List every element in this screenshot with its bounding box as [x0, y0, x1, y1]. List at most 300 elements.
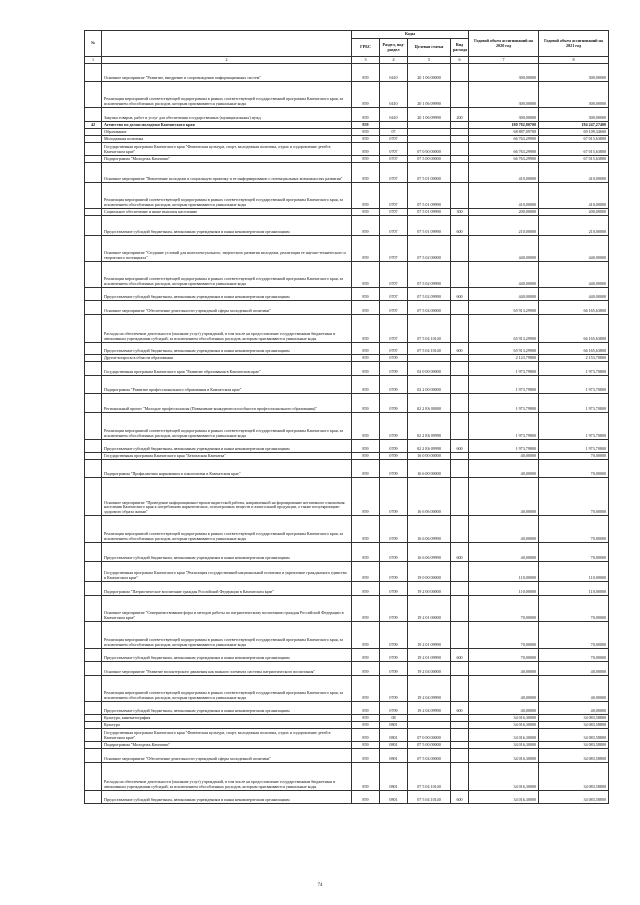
row-number [85, 742, 102, 749]
row-amount-2020: 65 913,29900 [469, 343, 539, 355]
row-grbs: 859 [352, 156, 380, 163]
row-name: Основное мероприятие "Создание условий для интеллектуального, творческого развития молодежи, реализация ее научно-технического и творческого потенциала" [102, 236, 352, 262]
row-razdel: 0709 [380, 394, 408, 413]
row-expense-type [451, 64, 469, 82]
row-amount-2020: 1 973,79800 [469, 440, 539, 453]
table-row [85, 64, 609, 82]
row-grbs: 859 [352, 262, 380, 288]
row-target-article [408, 355, 451, 362]
table-row [85, 122, 609, 129]
row-amount-2021: 70,00000 [539, 478, 609, 516]
row-amount-2021: 70,00000 [539, 543, 609, 562]
row-amount-2021: 67 015,63800 [539, 156, 609, 163]
row-number [85, 136, 102, 143]
row-razdel: 0709 [380, 362, 408, 376]
row-expense-type: 600 [451, 343, 469, 355]
row-number [85, 413, 102, 440]
row-grbs: 859 [352, 376, 380, 394]
row-name: Агентство по делам молодежи Камчатского края [102, 122, 352, 129]
header-num: № [85, 31, 102, 57]
row-target-article: 07 5 00 00000 [408, 742, 451, 749]
row-expense-type [451, 301, 469, 315]
row-razdel: 0709 [380, 596, 408, 622]
table-row [85, 543, 609, 562]
row-razdel: 0707 [380, 301, 408, 315]
row-name: Основное мероприятие "Обеспечение деятельности учреждений сферы молодежной политики" [102, 301, 352, 315]
row-amount-2021: 66 165,63800 [539, 315, 609, 343]
header-razdel: Раздел, под-раздел [380, 39, 408, 57]
row-target-article: 16 6 00 00000 [408, 460, 451, 478]
row-target-article: 07 5 01 09990 [408, 183, 451, 209]
row-number [85, 662, 102, 676]
row-number [85, 676, 102, 702]
row-expense-type [451, 143, 469, 156]
row-razdel: 0707 [380, 315, 408, 343]
row-number [85, 791, 102, 804]
row-amount-2020: 300,00000 [469, 82, 539, 108]
row-target-article: 02 2 E6 00000 [408, 394, 451, 413]
row-grbs: 859 [352, 791, 380, 804]
row-expense-type [451, 729, 469, 742]
row-grbs: 859 [352, 440, 380, 453]
table-row [85, 82, 609, 108]
row-name: Основное мероприятие "Развитие, внедрение и сопровождение информационных систем" [102, 64, 352, 82]
row-grbs: 859 [352, 288, 380, 301]
row-grbs: 859 [352, 460, 380, 478]
table-row [85, 562, 609, 582]
table-row [85, 791, 609, 804]
table-row [85, 440, 609, 453]
row-number [85, 301, 102, 315]
row-target-article: 07 5 04 00000 [408, 749, 451, 763]
row-grbs: 859 [352, 216, 380, 236]
row-expense-type [451, 156, 469, 163]
row-amount-2020: 34 016,30000 [469, 722, 539, 729]
row-number [85, 562, 102, 582]
header-expense-type: Вид расхода [451, 39, 469, 57]
row-number [85, 362, 102, 376]
row-amount-2021: 110,00000 [539, 562, 609, 582]
row-amount-2020: 1 973,79800 [469, 413, 539, 440]
header-name [102, 31, 352, 57]
row-name: Предоставление субсидий бюджетным, автономным учреждениям и иным некоммерческим организациям [102, 343, 352, 355]
row-amount-2021: 1 973,70800 [539, 394, 609, 413]
page-number: 74 [317, 883, 323, 888]
row-name: Культура, кинематография [102, 715, 352, 722]
row-name: Молодежная политика [102, 136, 352, 143]
row-name: Расходы на обеспечение деятельности (оказание услуг) учреждений, в том числе на предоставление государственным бюджетным и автономным учреждениям субсидий, за исключением обособленных расходов, которым присваиваются уникальные коды [102, 315, 352, 343]
row-number [85, 288, 102, 301]
row-amount-2020: 110,00000 [469, 562, 539, 582]
row-number [85, 129, 102, 136]
row-amount-2021: 440,00000 [539, 262, 609, 288]
row-number [85, 315, 102, 343]
row-expense-type: 600 [451, 216, 469, 236]
row-expense-type [451, 516, 469, 543]
row-amount-2020: 440,00000 [469, 262, 539, 288]
row-target-article: 07 5 04 10140 [408, 315, 451, 343]
row-amount-2021: 40,00000 [539, 702, 609, 715]
row-target-article: 07 0 00 00000 [408, 143, 451, 156]
table-row [85, 649, 609, 662]
row-name: Основное мероприятие "Проведение информационно-пропагандистской работы, направленной на формирование негативного отношения населения Камчатского края к потреблению наркотических, психотропных веществ и алкогольной продукции, а также популяризацию здорового образа жизни" [102, 478, 352, 516]
row-razdel: 0709 [380, 453, 408, 460]
row-razdel: 0709 [380, 516, 408, 543]
table-row [85, 129, 609, 136]
row-amount-2020: 40,00000 [469, 543, 539, 562]
row-name: Реализация мероприятий соответствующей подпрограммы в рамках соответствующей государственной программы Камчатского края, за исключением обособленных расходов, которым присваиваются уникальные коды [102, 82, 352, 108]
row-name: Образование [102, 129, 352, 136]
row-number [85, 763, 102, 791]
table-row [85, 262, 609, 288]
row-razdel: 0707 [380, 143, 408, 156]
row-number [85, 516, 102, 543]
row-name: Реализация мероприятий соответствующей подпрограммы в рамках соответствующей государственной программы Камчатского края, за исключением обособленных расходов, которым присваиваются уникальные коды [102, 413, 352, 440]
row-grbs: 859 [352, 82, 380, 108]
row-grbs: 859 [352, 236, 380, 262]
row-target-article [408, 122, 451, 129]
row-number [85, 478, 102, 516]
row-name: Другие вопросы в области образования [102, 355, 352, 362]
row-number [85, 343, 102, 355]
row-name: Реализация мероприятий соответствующей подпрограммы в рамках соответствующей государственной программы Камчатского края, за исключением обособленных расходов, которым присваиваются уникальные коды [102, 516, 352, 543]
row-grbs: 859 [352, 516, 380, 543]
row-amount-2021: 70,00000 [539, 453, 609, 460]
row-razdel: 0707 [380, 209, 408, 216]
table-row [85, 209, 609, 216]
row-number [85, 649, 102, 662]
row-razdel: 0709 [380, 440, 408, 453]
table-row [85, 183, 609, 209]
row-amount-2020: 440,00000 [469, 236, 539, 262]
row-amount-2020: 440,00000 [469, 288, 539, 301]
row-name: Предоставление субсидий бюджетным, автономным учреждениям и иным некоммерческим организациям [102, 216, 352, 236]
row-razdel: 08 [380, 715, 408, 722]
row-grbs: 859 [352, 582, 380, 596]
row-razdel: 0410 [380, 82, 408, 108]
row-expense-type [451, 122, 469, 129]
table-row [85, 163, 609, 183]
row-razdel: 0709 [380, 676, 408, 702]
row-amount-2021: 67 015,63800 [539, 143, 609, 156]
row-grbs: 859 [352, 702, 380, 715]
row-amount-2021: 70,00000 [539, 622, 609, 649]
row-grbs: 859 [352, 729, 380, 742]
row-expense-type [451, 315, 469, 343]
row-razdel: 0709 [380, 622, 408, 649]
row-grbs: 859 [352, 622, 380, 649]
table-row [85, 596, 609, 622]
row-amount-2020: 34 016,30000 [469, 715, 539, 722]
row-expense-type [451, 582, 469, 596]
row-name: Основное мероприятие "Обеспечение деятельности учреждений сферы молодежной политики" [102, 749, 352, 763]
row-name: Основное мероприятие "Развитие волонтерского движения как важного элемента системы патриотического воспитания" [102, 662, 352, 676]
row-number [85, 702, 102, 715]
row-razdel: 0709 [380, 376, 408, 394]
row-expense-type [451, 163, 469, 183]
row-target-article: 16 6 06 09990 [408, 516, 451, 543]
row-expense-type [451, 82, 469, 108]
row-target-article: 07 5 04 10140 [408, 791, 451, 804]
row-amount-2020: 65 913,29900 [469, 301, 539, 315]
row-amount-2021: 34 083,58800 [539, 715, 609, 722]
table-row [85, 478, 609, 516]
row-grbs: 859 [352, 749, 380, 763]
row-amount-2020: 68 887,09700 [469, 129, 539, 136]
row-grbs: 859 [352, 301, 380, 315]
row-grbs: 859 [352, 129, 380, 136]
table-row [85, 376, 609, 394]
row-target-article: 07 5 04 00000 [408, 301, 451, 315]
header-vol-2020: Годовой объем ассигнований на 2020 год [469, 31, 539, 57]
row-amount-2020: 300,00000 [469, 108, 539, 122]
row-amount-2021: 70,00000 [539, 516, 609, 543]
row-target-article: 07 5 02 09990 [408, 288, 451, 301]
column-number: 1 [85, 57, 102, 64]
row-razdel: 0709 [380, 562, 408, 582]
row-razdel: 0707 [380, 216, 408, 236]
row-amount-2020: 40,00000 [469, 460, 539, 478]
row-razdel: 0707 [380, 236, 408, 262]
row-amount-2020: 34 016,30000 [469, 749, 539, 763]
row-razdel: 0709 [380, 543, 408, 562]
row-expense-type: 300 [451, 209, 469, 216]
row-razdel [380, 122, 408, 129]
row-target-article: 19 2 01 09990 [408, 622, 451, 649]
row-amount-2021: 70,00000 [539, 596, 609, 622]
row-name: Закупка товаров, работ и услуг для обеспечения государственных (муниципальных) нужд [102, 108, 352, 122]
header-vol-2021: Годовой объем ассигнований на 2021 год [539, 31, 609, 57]
row-target-article: 02 2 E6 09990 [408, 413, 451, 440]
row-target-article: 07 0 00 00000 [408, 729, 451, 742]
row-razdel: 0709 [380, 413, 408, 440]
row-number [85, 715, 102, 722]
row-amount-2020: 34 016,30000 [469, 742, 539, 749]
row-grbs: 859 [352, 343, 380, 355]
row-razdel: 0707 [380, 156, 408, 163]
table-row [85, 729, 609, 742]
row-expense-type [451, 478, 469, 516]
row-grbs: 859 [352, 478, 380, 516]
row-amount-2021: 410,00000 [539, 163, 609, 183]
row-amount-2021: 40,00000 [539, 676, 609, 702]
row-amount-2021: 300,00000 [539, 108, 609, 122]
table-row [85, 343, 609, 355]
row-amount-2020: 410,00000 [469, 183, 539, 209]
budget-table [84, 30, 609, 804]
row-razdel: 0801 [380, 749, 408, 763]
table-row [85, 763, 609, 791]
row-grbs: 859 [352, 209, 380, 216]
row-amount-2020: 110,00000 [469, 582, 539, 596]
row-expense-type [451, 763, 469, 791]
row-amount-2020: 70,00000 [469, 622, 539, 649]
row-grbs: 859 [352, 183, 380, 209]
row-number [85, 460, 102, 478]
row-grbs: 859 [352, 143, 380, 156]
table-row [85, 453, 609, 460]
row-expense-type [451, 722, 469, 729]
column-number: 3 [352, 57, 380, 64]
row-razdel: 0801 [380, 729, 408, 742]
row-amount-2021: 69 109,34600 [539, 129, 609, 136]
budget-document [84, 30, 608, 804]
row-amount-2021: 34 083,58800 [539, 791, 609, 804]
row-number [85, 722, 102, 729]
row-number [85, 596, 102, 622]
row-amount-2020: 1 973,79800 [469, 376, 539, 394]
column-number: 5 [408, 57, 451, 64]
row-name: Государственная программа Камчатского края "Физическая культура, спорт, молодежная политика, отдых и оздоровление детей в Камчатском крае" [102, 729, 352, 742]
row-razdel: 0709 [380, 478, 408, 516]
row-expense-type [451, 676, 469, 702]
row-expense-type [451, 355, 469, 362]
row-amount-2021: 70,00000 [539, 649, 609, 662]
row-grbs: 859 [352, 722, 380, 729]
row-expense-type: 600 [451, 288, 469, 301]
table-row [85, 460, 609, 478]
row-name: Подпрограмма "Патриотическое воспитание граждан Российской Федерации в Камчатском крае" [102, 582, 352, 596]
row-number [85, 236, 102, 262]
row-razdel: 0709 [380, 460, 408, 478]
row-amount-2020: 65 913,29900 [469, 315, 539, 343]
row-amount-2021: 300,00000 [539, 82, 609, 108]
table-row [85, 582, 609, 596]
row-expense-type: 600 [451, 440, 469, 453]
row-amount-2020: 210,00000 [469, 216, 539, 236]
row-razdel: 0707 [380, 136, 408, 143]
table-header [85, 31, 609, 64]
table-row [85, 662, 609, 676]
row-number [85, 376, 102, 394]
row-target-article: 02 2 E6 09990 [408, 440, 451, 453]
row-amount-2021: 1 973,70800 [539, 440, 609, 453]
row-number: 42 [85, 122, 102, 129]
row-name: Предоставление субсидий бюджетным, автономным учреждениям и иным некоммерческим организациям [102, 702, 352, 715]
row-amount-2021: 34 083,58800 [539, 749, 609, 763]
row-amount-2021: 210,00000 [539, 216, 609, 236]
row-expense-type [451, 362, 469, 376]
row-amount-2021: 66 165,63800 [539, 343, 609, 355]
table-row [85, 394, 609, 413]
row-number [85, 82, 102, 108]
row-target-article: 16 6 06 09990 [408, 543, 451, 562]
row-amount-2021: 70,00000 [539, 460, 609, 478]
row-amount-2021: 67 015,63800 [539, 136, 609, 143]
row-amount-2021: 1 973,70800 [539, 362, 609, 376]
row-amount-2021: 1 973,70800 [539, 376, 609, 394]
row-amount-2020: 180 782,80700 [469, 122, 539, 129]
table-row [85, 108, 609, 122]
row-target-article: 07 5 01 09990 [408, 216, 451, 236]
row-grbs: 859 [352, 315, 380, 343]
row-grbs: 859 [352, 742, 380, 749]
row-grbs: 859 [352, 715, 380, 722]
row-grbs: 859 [352, 649, 380, 662]
row-grbs: 859 [352, 413, 380, 440]
row-name: Предоставление субсидий бюджетным, автономным учреждениям и иным некоммерческим организациям [102, 288, 352, 301]
row-razdel: 0801 [380, 742, 408, 749]
row-expense-type [451, 394, 469, 413]
row-amount-2021: 66 165,63800 [539, 301, 609, 315]
row-target-article: 02 0 00 00000 [408, 362, 451, 376]
row-target-article: 07 5 02 09990 [408, 262, 451, 288]
row-razdel: 0707 [380, 288, 408, 301]
row-name: Подпрограмма "Развитие профессионального образования в Камчатском крае" [102, 376, 352, 394]
row-number [85, 622, 102, 649]
row-grbs: 859 [352, 108, 380, 122]
table-row [85, 216, 609, 236]
row-amount-2021: 110,00000 [539, 582, 609, 596]
row-amount-2020: 66 763,29900 [469, 156, 539, 163]
row-name: Предоставление субсидий бюджетным, автономным учреждениям и иным некоммерческим организациям [102, 791, 352, 804]
row-expense-type [451, 662, 469, 676]
row-name: Государственная программа Камчатского края "Развитие образования в Камчатском крае" [102, 362, 352, 376]
column-number: 8 [539, 57, 609, 64]
row-name: Культура [102, 722, 352, 729]
row-amount-2020: 40,00000 [469, 662, 539, 676]
column-number: 4 [380, 57, 408, 64]
row-expense-type: 600 [451, 702, 469, 715]
row-expense-type [451, 129, 469, 136]
row-name: Подпрограмма "Молодежь Камчатки" [102, 742, 352, 749]
row-target-article [408, 136, 451, 143]
row-grbs: 859 [352, 64, 380, 82]
row-grbs: 859 [352, 394, 380, 413]
row-expense-type [451, 596, 469, 622]
row-target-article [408, 129, 451, 136]
row-expense-type [451, 376, 469, 394]
row-number [85, 355, 102, 362]
row-number [85, 543, 102, 562]
table-row [85, 236, 609, 262]
row-expense-type [451, 622, 469, 649]
column-number: 6 [451, 57, 469, 64]
row-target-article: 07 5 04 10140 [408, 343, 451, 355]
row-name: Реализация мероприятий соответствующей подпрограммы в рамках соответствующей государственной программы Камчатского края, за исключением обособленных расходов, которым присваиваются уникальные коды [102, 622, 352, 649]
row-razdel: 0709 [380, 355, 408, 362]
row-target-article [408, 715, 451, 722]
row-expense-type [451, 562, 469, 582]
row-amount-2021: 34 083,58800 [539, 763, 609, 791]
row-razdel: 0709 [380, 582, 408, 596]
row-amount-2020: 40,00000 [469, 453, 539, 460]
column-number: 7 [469, 57, 539, 64]
row-expense-type [451, 413, 469, 440]
row-target-article: 20 1 06 09990 [408, 82, 451, 108]
row-amount-2021: 34 083,58800 [539, 742, 609, 749]
row-name: Социальное обеспечение и иные выплаты населению [102, 209, 352, 216]
table-row [85, 315, 609, 343]
row-grbs: 859 [352, 163, 380, 183]
row-amount-2020: 2 123,79800 [469, 355, 539, 362]
row-expense-type [451, 460, 469, 478]
row-amount-2020: 34 016,30000 [469, 729, 539, 742]
row-grbs: 859 [352, 122, 380, 129]
row-name: Подпрограмма "Профилактика наркомании и алкоголизма в Камчатском крае" [102, 460, 352, 478]
row-amount-2020: 66 763,29900 [469, 136, 539, 143]
row-number [85, 156, 102, 163]
row-razdel: 0410 [380, 108, 408, 122]
table-row [85, 156, 609, 163]
row-grbs: 859 [352, 662, 380, 676]
row-amount-2021: 184 247,27400 [539, 122, 609, 129]
row-grbs: 859 [352, 362, 380, 376]
column-number: 2 [102, 57, 352, 64]
row-amount-2021: 1 973,70800 [539, 413, 609, 440]
row-target-article: 07 5 01 00000 [408, 163, 451, 183]
row-target-article: 19 2 04 00000 [408, 662, 451, 676]
